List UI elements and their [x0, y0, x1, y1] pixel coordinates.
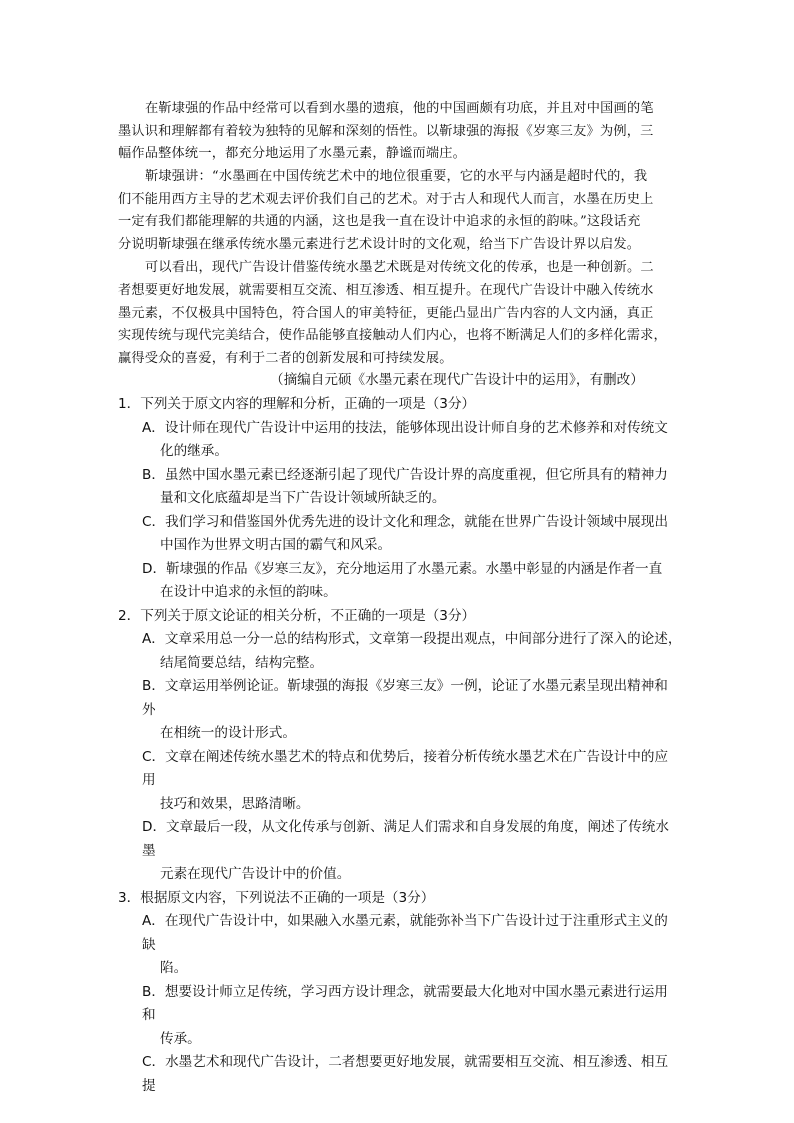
question-2-option-b-line-1: B．文章运用举例论证。靳埭强的海报《岁寒三友》一例，论证了水墨元素呈现出精神和: [142, 678, 668, 694]
question-2-option-c-line-1: C．文章在阐述传统水墨艺术的特点和优势后，接着分析传统水墨艺术在广告设计中的应: [142, 749, 669, 765]
question-1-option-c-line-1: C．我们学习和借鉴国外优秀先进的设计文化和理念，就能在世界广告设计领域中展现出: [142, 514, 669, 530]
question-3-option-c-line-1: C．水墨艺术和现代广告设计，二者想要更好地发展，就需要相互交流、相互渗透、相互: [142, 1054, 669, 1070]
question-2-option-b-line-3: 在相统一的设计形式。: [160, 725, 296, 741]
question-2-option-a-line-2: 结尾简要总结，结构完整。: [160, 655, 324, 671]
passage-p2-line-3: 一定有我们都能理解的共通的内涵，这也是我一直在设计中追求的永恒的韵味。”这段话充: [118, 214, 641, 229]
question-1-option-d-line-1: D．靳埭强的作品《岁寒三友》，充分地运用了水墨元素。水墨中彰显的内涵是作者一直: [142, 561, 663, 577]
question-1-option-a-line-2: 化的继承。: [160, 443, 228, 459]
passage-p3-line-3: 墨元素，不仅极具中国特色，符合国人的审美特征，更能凸显出广告内容的人文内涵，真正: [118, 306, 654, 321]
question-2-option-d-line-1: D．文章最后一段，从文化传承与创新、满足人们需求和自身发展的角度，阐述了传统水: [142, 819, 670, 835]
passage-p1-line-1: 在靳埭强的作品中经常可以看到水墨的遗痕，他的中国画颇有功底，并且对中国画的笔: [145, 101, 654, 116]
passage-p3-line-5: 赢得受众的喜爱，有利于二者的创新发展和可持续发展。: [118, 351, 453, 366]
question-2-option-c-line-3: 技巧和效果，思路清晰。: [160, 796, 310, 812]
question-3-option-b-line-1: B．想要设计师立足传统，学习西方设计理念，就需要最大化地对中国水墨元素进行运用: [142, 984, 668, 1000]
question-3-stem: 3．根据原文内容，下列说法不正确的一项是（3分）: [118, 890, 435, 906]
question-2-option-a-line-1: A．文章采用总一分一总的结构形式，文章第一段提出观点，中间部分进行了深入的论述，: [142, 631, 682, 647]
question-1-stem: 1．下列关于原文内容的理解和分析，正确的一项是（3分）: [118, 396, 476, 412]
passage-p2-line-1: 靳埭强讲：“水墨画在中国传统艺术中的地位很重要，它的水平与内涵是超时代的，我: [145, 169, 648, 184]
passage-p3-line-4: 实现传统与现代完美结合，使作品能够直接触动人们内心，也将不断满足人们的多样化需求，: [118, 328, 667, 343]
question-2-option-d-line-2: 墨: [142, 843, 156, 859]
passage-p2-line-2: 们不能用西方主导的艺术观去评价我们自己的艺术。对于古人和现代人而言，水墨在历史上: [118, 192, 654, 207]
question-3-option-b-line-2: 和: [142, 1007, 156, 1023]
passage-p1-line-3: 幅作品整体统一，都充分地运用了水墨元素，静谧而端庄。: [118, 146, 467, 161]
passage-source: （摘编自元硕《水墨元素在现代广告设计中的运用》，有删改）: [270, 372, 644, 388]
question-1-option-d-line-2: 在设计中追求的永恒的韵味。: [160, 584, 337, 600]
question-3-option-a-line-3: 陷。: [160, 960, 188, 976]
question-1-option-a-line-1: A．设计师在现代广告设计中运用的技法，能够体现出设计师自身的艺术修养和对传统文: [142, 420, 668, 436]
question-1-option-c-line-2: 中国作为世界文明古国的霸气和风采。: [160, 537, 392, 553]
question-1-option-b-line-1: B．虽然中国水墨元素已经逐渐引起了现代广告设计界的高度重视，但它所具有的精神力: [142, 467, 668, 483]
passage-p2-line-4: 分说明靳埭强在继承传统水墨元素进行艺术设计时的文化观，给当下广告设计界以启发。: [118, 237, 641, 252]
question-3-option-c-line-2: 提: [142, 1078, 156, 1094]
passage-p3-line-2: 者想要更好地发展，就需要相互交流、相互渗透、相互提升。在现代广告设计中融入传统水: [118, 283, 654, 298]
passage-p1-line-2: 墨认识和理解都有着较为独特的见解和深刻的悟性。以靳埭强的海报《岁寒三友》为例，三: [118, 124, 654, 139]
question-2-option-c-line-2: 用: [142, 772, 156, 788]
question-2-option-b-line-2: 外: [142, 702, 156, 718]
question-3-option-b-line-3: 传承。: [160, 1031, 201, 1047]
question-2-stem: 2．下列关于原文论证的相关分析，不正确的一项是（3分）: [118, 608, 476, 624]
passage-p3-line-1: 可以看出，现代广告设计借鉴传统水墨艺术既是对传统文化的传承，也是一种创新。二: [145, 260, 654, 275]
question-2-option-d-line-3: 元素在现代广告设计中的价值。: [160, 866, 351, 882]
question-1-option-b-line-2: 量和文化底蕴却是当下广告设计领域所缺乏的。: [160, 490, 446, 506]
question-3-option-a-line-2: 缺: [142, 937, 156, 953]
question-3-option-a-line-1: A．在现代广告设计中，如果融入水墨元素，就能弥补当下广告设计过于注重形式主义的: [142, 913, 668, 929]
